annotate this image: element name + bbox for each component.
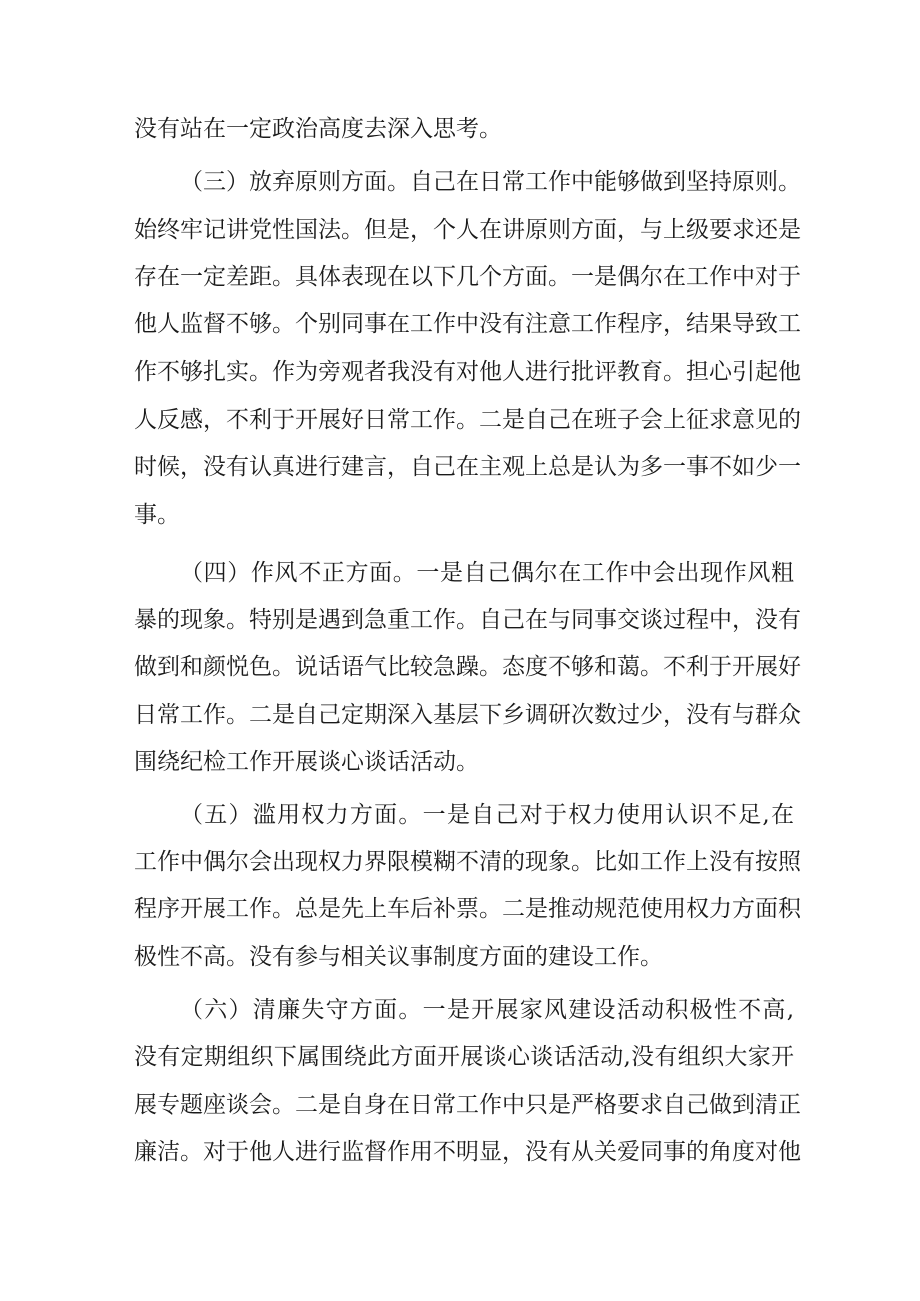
text-line: 他人监督不够。个别同事在工作中没有注意工作程序，结果导致工: [134, 311, 801, 337]
paragraph-heading-line: （四）作风不正方面。一是自己偶尔在工作中会出现作风粗: [180, 560, 794, 586]
text-line: 展专题座谈会。二是自身在日常工作中只是严格要求自己做到清正: [134, 1092, 801, 1118]
text-line: 事。: [134, 502, 180, 528]
text-line: 始终牢记讲党性国法。但是，个人在讲原则方面，与上级要求还是: [134, 217, 801, 243]
text-line: 时候，没有认真进行建言，自己在主观上总是认为多一事不如少一: [134, 454, 801, 480]
text-line: 没有定期组织下属围绕此方面开展谈心谈话活动,没有组织大家开: [134, 1044, 794, 1070]
text-line: 暴的现象。特别是遇到急重工作。自己在与同事交谈过程中，没有: [134, 607, 801, 633]
paragraph-heading-line: （三）放弃原则方面。自己在日常工作中能够做到坚持原则。: [180, 169, 801, 195]
paragraph-heading-line: （六）清廉失守方面。一是开展家风建设活动积极性不高,: [180, 997, 794, 1023]
text-line: 存在一定差距。具体表现在以下几个方面。一是偶尔在工作中对于: [134, 264, 801, 290]
text-line: 日常工作。二是自己定期深入基层下乡调研次数过少，没有与群众: [134, 702, 801, 728]
text-line: 做到和颜悦色。说话语气比较急躁。态度不够和蔼。不利于开展好: [134, 654, 801, 680]
text-line: 廉洁。对于他人进行监督作用不明显，没有从关爱同事的角度对他: [134, 1139, 801, 1165]
text-line: 程序开展工作。总是先上车后补票。二是推动规范使用权力方面积: [134, 896, 801, 922]
text-line: 工作中偶尔会出现权力界限模糊不清的现象。比如工作上没有按照: [134, 849, 801, 875]
paragraph-heading-line: （五）滥用权力方面。一是自己对于权力使用认识不足,在: [180, 802, 794, 828]
text-line: 没有站在一定政治高度去深入思考。: [134, 116, 502, 142]
text-line: 极性不高。没有参与相关议事制度方面的建设工作。: [134, 944, 663, 970]
text-line: 人反感，不利于开展好日常工作。二是自己在班子会上征求意见的: [134, 407, 801, 433]
text-line: 作不够扎实。作为旁观者我没有对他人进行批评教育。担心引起他: [134, 359, 801, 385]
text-line: 围绕纪检工作开展谈心谈话活动。: [134, 749, 479, 775]
